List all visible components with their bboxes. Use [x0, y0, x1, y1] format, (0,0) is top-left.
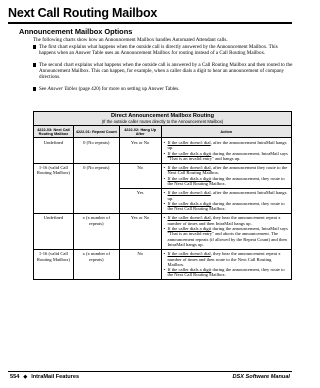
page-title: Next Call Routing Mailbox — [8, 6, 158, 20]
bullet-square-icon — [33, 87, 36, 90]
diamond-icon: ◆ — [23, 374, 28, 380]
cell-next-call-routing: Undefined — [34, 138, 74, 163]
bullet-square-icon — [33, 63, 36, 66]
action-result: during the announcement, IntraMail says "That is an invalid entry" and hangs up. — [167, 150, 288, 161]
action-condition: If the caller dials a digit — [167, 150, 212, 156]
intro-paragraph: The following charts show how an Announcement Mailbox handles Automated Attendant calls. — [33, 37, 228, 43]
bullet-text: The first chart explains what happens when the outside call is directly answered by the Announcement Mailbox. This happens when an Answer Table uses an Announcement Mailbox for routing instead of a Call Routing Mailbox. — [39, 44, 278, 57]
action-result: , after the announcement IntraMail hangs up. — [167, 139, 287, 151]
action-result: , after the announcement they route to the Next Call Routing Mailbox. — [167, 165, 288, 176]
cell-action — [161, 213, 291, 249]
action-item — [164, 190, 289, 201]
column-header-action: Action — [161, 126, 291, 138]
bullet-text: See Answer Tables (page 420) for more on setting up Answer Tables. — [39, 86, 180, 92]
column-header-repeat-count: 4222-01: Repeat Count — [73, 126, 119, 138]
action-item — [164, 267, 289, 278]
action-condition: If the caller dials a digit — [167, 200, 212, 206]
cell-hang-up-after: Yes or No — [119, 138, 161, 163]
action-item — [164, 165, 289, 176]
table-row — [34, 249, 292, 279]
table-banner-subtitle: (If the outside caller routes directly to the Announcement Mailbox) — [101, 119, 224, 125]
action-condition: If the caller dials a digit — [167, 175, 212, 181]
action-condition: If the caller doesn't dial — [167, 165, 211, 171]
action-item — [164, 140, 289, 151]
action-condition: If the caller dials a digit — [167, 226, 212, 232]
cell-action — [161, 138, 291, 163]
table-banner-title: Direct Announcement Mailbox Routing — [111, 113, 214, 119]
cell-hang-up-after: No — [119, 163, 161, 188]
action-item — [164, 226, 289, 247]
column-header-hang-up-after: 4222-02: Hang Up After — [119, 126, 161, 138]
cell-hang-up-after: No — [119, 249, 161, 279]
action-result: , after the announcement IntraMail hangs up. — [167, 190, 287, 201]
action-condition: If the caller dials a digit — [167, 267, 212, 273]
footer-rule — [8, 371, 292, 372]
header-rule — [8, 22, 292, 24]
footer-manual-title: DSX Software Manual — [232, 374, 290, 380]
action-condition: If the caller doesn't dial — [167, 251, 211, 257]
bullet-text: The second chart explains what happens when the outside call is answered by a Call Routing Mailbox and then routed to the Announcement Mailbox. This can happen, for example, when a caller dials a digit to hear an announcement of company directions. — [39, 62, 293, 81]
action-result: during the announcement, they route to the Next Call Routing Mailbox. — [167, 267, 285, 278]
action-result: during the announcement, they route to the Next Call Routing Mailbox. — [167, 200, 285, 212]
column-header-next-call-routing: 4222-03: Next Call Routing Mailbox — [34, 126, 74, 138]
action-condition: If the caller doesn't dial — [167, 215, 211, 221]
cell-hang-up-after: Yes or No — [119, 213, 161, 249]
cell-next-call-routing: 1-16 (valid Call Routing Mailbox) — [34, 163, 74, 213]
table-row — [34, 213, 292, 249]
action-result: during the announcement, they route to the Next Call Routing Mailbox. — [167, 175, 285, 186]
action-result: during the announcement, IntraMail says "That is an invalid entry" and aborts the announcement. The announcement repeats (if allowed by the Repeat Count) and then IntraMail hangs up. — [167, 226, 288, 247]
footer-section: IntraMail Features — [31, 374, 80, 380]
table-row — [34, 163, 292, 188]
cell-next-call-routing: 1-16 (valid Call Routing Mailbox) — [34, 249, 74, 279]
cell-action — [161, 249, 291, 279]
direct-announcement-table — [33, 111, 292, 280]
table-banner — [34, 112, 292, 126]
section-title: Announcement Mailbox Options — [19, 27, 133, 36]
action-result: , they hear the announcement repeat x number of times and then IntraMail hangs up. — [167, 215, 281, 226]
cell-action — [161, 188, 291, 213]
footer-left — [10, 374, 79, 380]
cell-action — [161, 163, 291, 188]
bullet-second-chart — [33, 62, 295, 80]
page-number: 554 — [10, 374, 20, 380]
cell-hang-up-after: Yes — [119, 188, 161, 213]
action-condition: If the caller doesn't dial — [167, 190, 211, 196]
action-item — [164, 215, 289, 226]
bullet-square-icon — [33, 45, 36, 48]
cell-repeat-count: x (x number of repeats) — [73, 249, 119, 279]
answer-tables-link[interactable]: Answer Tables — [47, 86, 78, 92]
cell-repeat-count: 0 (No repeats) — [73, 163, 119, 213]
cell-repeat-count: x (x number of repeats) — [73, 213, 119, 249]
bullet-first-chart — [33, 44, 295, 56]
action-result: , they hear the announcement repeat x number of times and then route to the Next Call Routing Mailbox. — [167, 251, 281, 267]
bullet-see-also — [33, 86, 295, 92]
cell-next-call-routing: Undefined — [34, 213, 74, 249]
cell-repeat-count: 0 (No repeats) — [73, 138, 119, 163]
action-item — [164, 251, 289, 267]
action-condition: If the caller doesn't dial — [167, 139, 211, 145]
action-item — [164, 151, 289, 162]
action-item — [164, 176, 289, 187]
table-row — [34, 138, 292, 163]
action-item — [164, 201, 289, 212]
